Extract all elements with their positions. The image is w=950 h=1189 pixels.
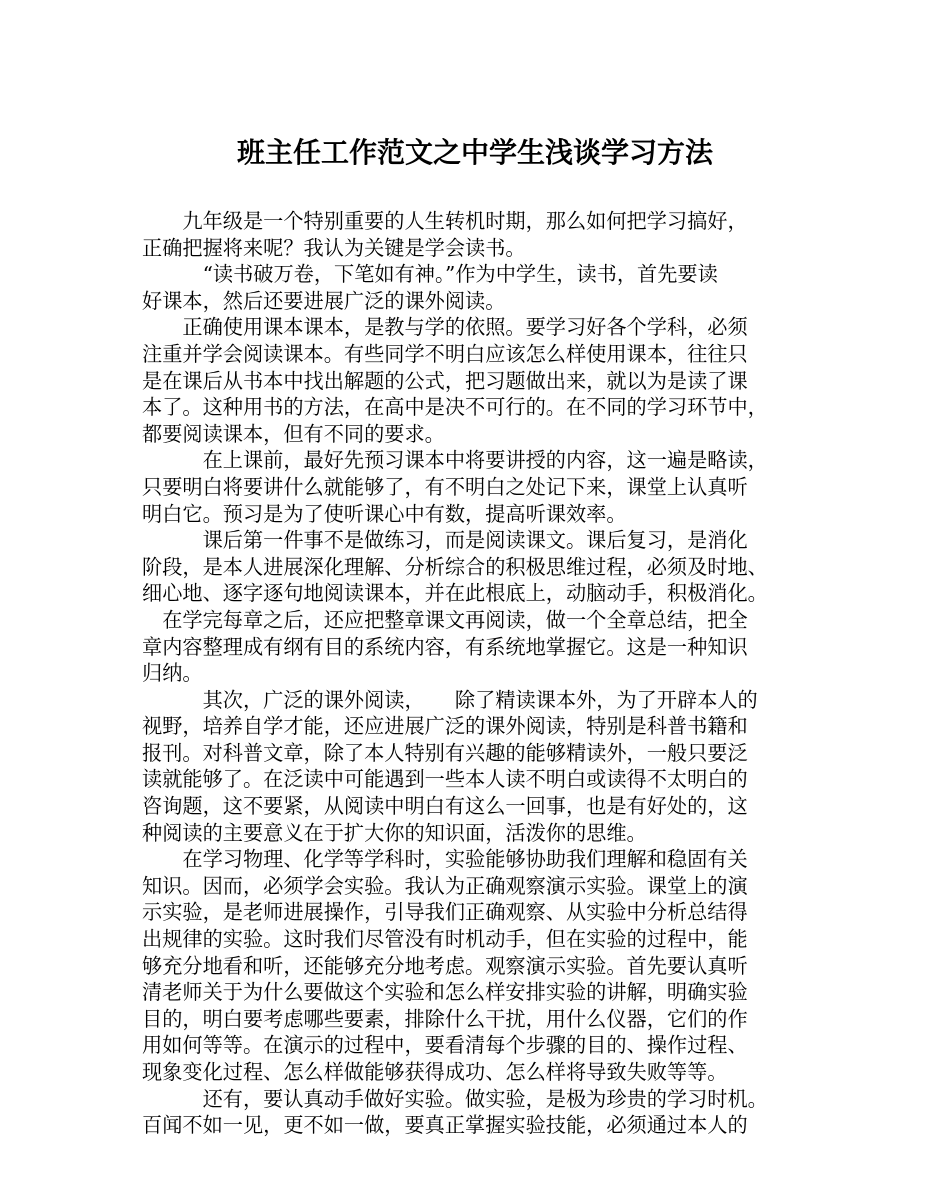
paragraph-experiments: 在学习物理、化学等学科时，实验能够协助我们理解和稳固有关 知识。因而，必须学会实验。我认为正确观察演示实验。课堂上的演 示实验，是老师进展操作，引导我们正确观察、从实验中分析总结得 出规律的实验。这时我们尽管没有时机动手，但在实验的过程中，能 够充分地看和听，还能够充分地考虑。观察演示实验。首先要认真听 清老师关于为什么要做这个实验和怎么样安排实验的讲解，明确实验 目的，明白要考虑哪些要素，排除什么干扰，用什么仪器，它们的作 用如何等等。在演示的过程中，要看清每个步骤的目的、操作过程、 现象变化过程、怎么样做能够获得成功、怎么样将导致失败等等。 — [142, 847, 748, 1084]
paragraph-quote: “读书破万卷，下笔如有神。”作为中学生，读书，首先要读 好课本，然后还要进展广泛的课外阅读。 — [142, 262, 718, 313]
paragraph-textbook: 正确使用课本课本，是教与学的依照。要学习好各个学科，必须 注重并学会阅读课本。有些同学不明白应该怎么样使用课本，往往只 是在课后从书本中找出解题的公式，把习题做出来，就以为是读了课 本了。这种用书的方法，在高中是决不可行的。在不同的学习环节中， 都要阅读课本，但有不同的要求。 — [142, 315, 768, 446]
document-title: 班主任工作范文之中学生浅谈学习方法 — [236, 136, 713, 169]
paragraph-preview: 在上课前，最好先预习课本中将要讲授的内容，这一遍是略读， 只要明白将要讲什么就能够了，有不明白之处记下来，课堂上认真听 明白它。预习是为了使听课心中有数，提高听课效率。 — [142, 448, 768, 526]
paragraph-intro: 九年级是一个特别重要的人生转机时期，那么如何把学习搞好， 正确把握将来呢？我认为关键是学会读书。 — [142, 209, 748, 260]
document-body — [142, 208, 814, 1139]
paragraph-hands-on: 还有，要认真动手做好实验。做实验，是极为珍贵的学习时机。 百闻不如一见，更不如一做，要真正掌握实验技能，必须通过本人的 — [142, 1086, 768, 1138]
paragraph-review: 课后第一件事不是做练习，而是阅读课文。课后复习，是消化 阶段，是本人进展深化理解、分析综合的积极思维过程，必须及时地、 细心地、逐字逐句地阅读课本，并在此根底上，动脑动手，积极消化。 在学完每章之后，还应把整章课文再阅读，做一个全章总结，把全 章内容整理成有纲有目的系统内容，有系统地掌握它。这是一种知识 归纳。 — [142, 528, 768, 686]
paragraph-extra-reading: 其次，广泛的课外阅读， 除了精读课本外，为了开辟本人的 视野，培养自学才能，还应进展广泛的课外阅读，特别是科普书籍和 报刊。对科普文章，除了本人特别有兴趣的能够精读外，一般只要泛 读就能够了。在泛读中可能遇到一些本人读不明白或读得不太明白的 咨询题，这不要紧，从阅读中明白有这么一回事，也是有好处的，这 种阅读的主要意义在于扩大你的知识面，活泼你的思维。 — [142, 687, 758, 845]
